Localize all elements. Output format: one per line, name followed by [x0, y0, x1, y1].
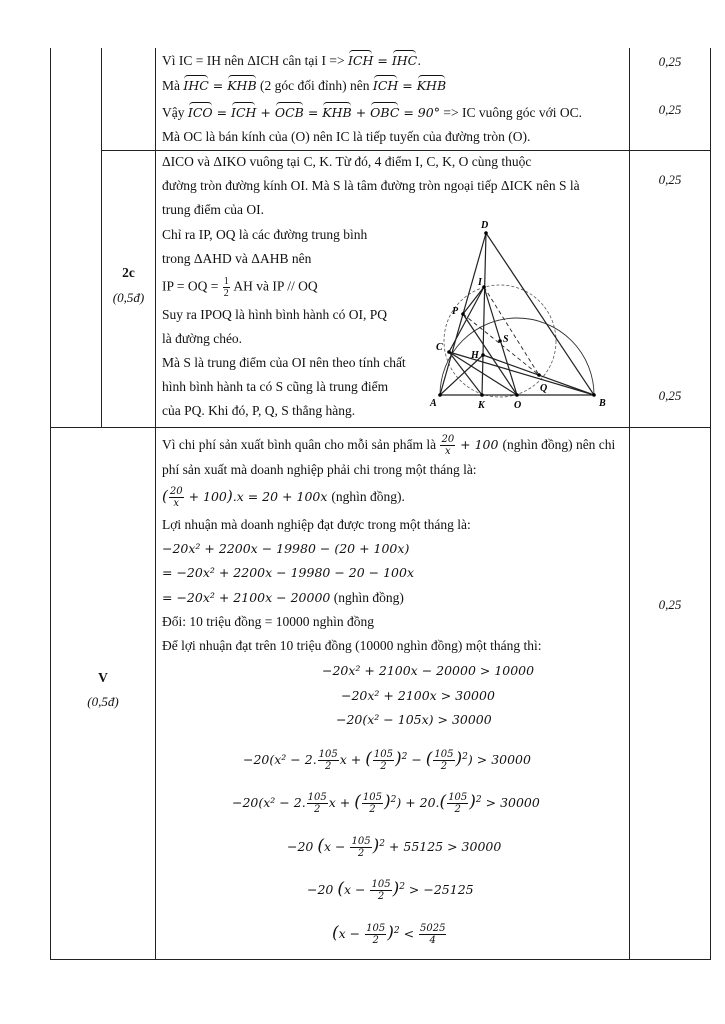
text-line: là đường chéo.	[162, 331, 243, 346]
section-points: (0,5đ)	[112, 290, 145, 305]
text-line: Vậy ICO = ICH + OCB = KHB + OBC = 90° => IC vuông góc với OC.	[162, 105, 582, 120]
text-line: phí sản xuất mà doanh nghiệp phải chi trong một tháng là:	[162, 462, 477, 477]
text-line: Mà OC là bán kính của (O) nên IC là tiếp tuyến của đường tròn (O).	[162, 129, 531, 144]
text-line: Vì chi phí sản xuất bình quân cho mỗi sản phẩm là $\frac{20}{x}$ + 100 (nghìn đồng) nên chi	[162, 434, 616, 458]
figure-label: B	[599, 398, 606, 409]
text-line: Để lợi nhuận đạt trên 10 triệu đồng (10000 nghìn đồng) một tháng thì:	[162, 638, 542, 653]
section-points: (0,5đ)	[87, 694, 119, 709]
formula-line: −20x² + 2100x − 20000 > 10000	[322, 663, 535, 678]
text-line: ( $\frac{20}{x}$ + 100).x = 20 + 100x (nghìn đồng).	[162, 486, 405, 510]
text-line: Đổi: 10 triệu đồng = 10000 nghìn đồng	[162, 614, 374, 629]
figure-label: S	[503, 334, 509, 345]
geometry-figure	[420, 212, 625, 414]
formula-line: = −20x² + 2200x − 19980 − 20 − 100x	[162, 565, 415, 580]
formula-line: −20(x² − 2. $\frac{105}{2}$ x + ( $\frac{105}{2}$ )$^2$ − ( $\frac{105}{2}$ )$^2$) > 30000	[243, 749, 531, 773]
figure-label: K	[478, 400, 485, 411]
text-line: Chỉ ra IP, OQ là các đường trung bình	[162, 227, 368, 242]
text-line: Mà IHC = KHB (2 góc đối đỉnh) nên ICH = KHB	[162, 78, 447, 93]
score-value: 0,25	[658, 388, 682, 403]
text-line: Vì IC = IH nên ΔICH cân tại I => ICH = IHC.	[162, 53, 422, 68]
figure-label: O	[514, 400, 522, 411]
text-line: trung điểm của OI.	[162, 202, 264, 217]
score-value: 0,25	[658, 102, 682, 117]
text-line: = −20x² + 2100x − 20000 (nghìn đồng)	[162, 590, 404, 605]
text-line: ΔICO và ΔIKO vuông tại C, K. Từ đó, 4 điểm I, C, K, O cùng thuộc	[162, 154, 532, 169]
text-line: Mà S là trung điểm của OI nên theo tính chất	[162, 355, 406, 370]
section-label: 2c	[122, 265, 135, 280]
figure-label: A	[430, 398, 437, 409]
formula-line: −20(x² − 2. $\frac{105}{2}$ x + ( $\frac{105}{2}$ )$^2$) + 20.( $\frac{105}{2}$ )$^2$ > 30000	[232, 792, 540, 816]
score-value: 0,25	[658, 54, 682, 69]
score-value: 0,25	[658, 597, 682, 612]
text-line: của PQ. Khi đó, P, Q, S thẳng hàng.	[162, 403, 356, 418]
text-line: hình bình hành ta có S cũng là trung điểm	[162, 379, 389, 394]
formula-line: −20 (x − $\frac{105}{2}$ )$^2$ > −25125	[307, 879, 474, 903]
figure-label: H	[471, 350, 479, 361]
figure-label: D	[481, 220, 489, 231]
text-line: trong ΔAHD và ΔAHB nên	[162, 251, 312, 266]
formula-line: −20x² + 2200x − 19980 − (20 + 100x)	[162, 541, 410, 556]
formula-line: −20(x² − 105x) > 30000	[336, 712, 492, 727]
text-line: Suy ra IPOQ là hình bình hành có OI, PQ	[162, 307, 387, 322]
figure-label: P	[452, 306, 459, 317]
text-line: đường tròn đường kính OI. Mà S là tâm đường tròn ngoại tiếp ΔICK nên S là	[162, 178, 580, 193]
figure-label: C	[436, 342, 443, 353]
formula-line: −20x² + 2100x > 30000	[341, 688, 495, 703]
formula-line: (x − $\frac{105}{2}$ )$^2$ < $\frac{5025}{4}$	[332, 923, 446, 947]
text-line: IP = OQ = $\frac{1}{2}$ AH và IP // OQ	[162, 276, 318, 299]
text-line: Lợi nhuận mà doanh nghiệp đạt được trong một tháng là:	[162, 517, 471, 532]
formula-line: −20 (x − $\frac{105}{2}$ )$^2$ + 55125 > 30000	[287, 836, 502, 860]
figure-label: Q	[540, 383, 548, 394]
score-value: 0,25	[658, 172, 682, 187]
figure-label: I	[478, 277, 482, 288]
section-label: V	[98, 670, 108, 685]
